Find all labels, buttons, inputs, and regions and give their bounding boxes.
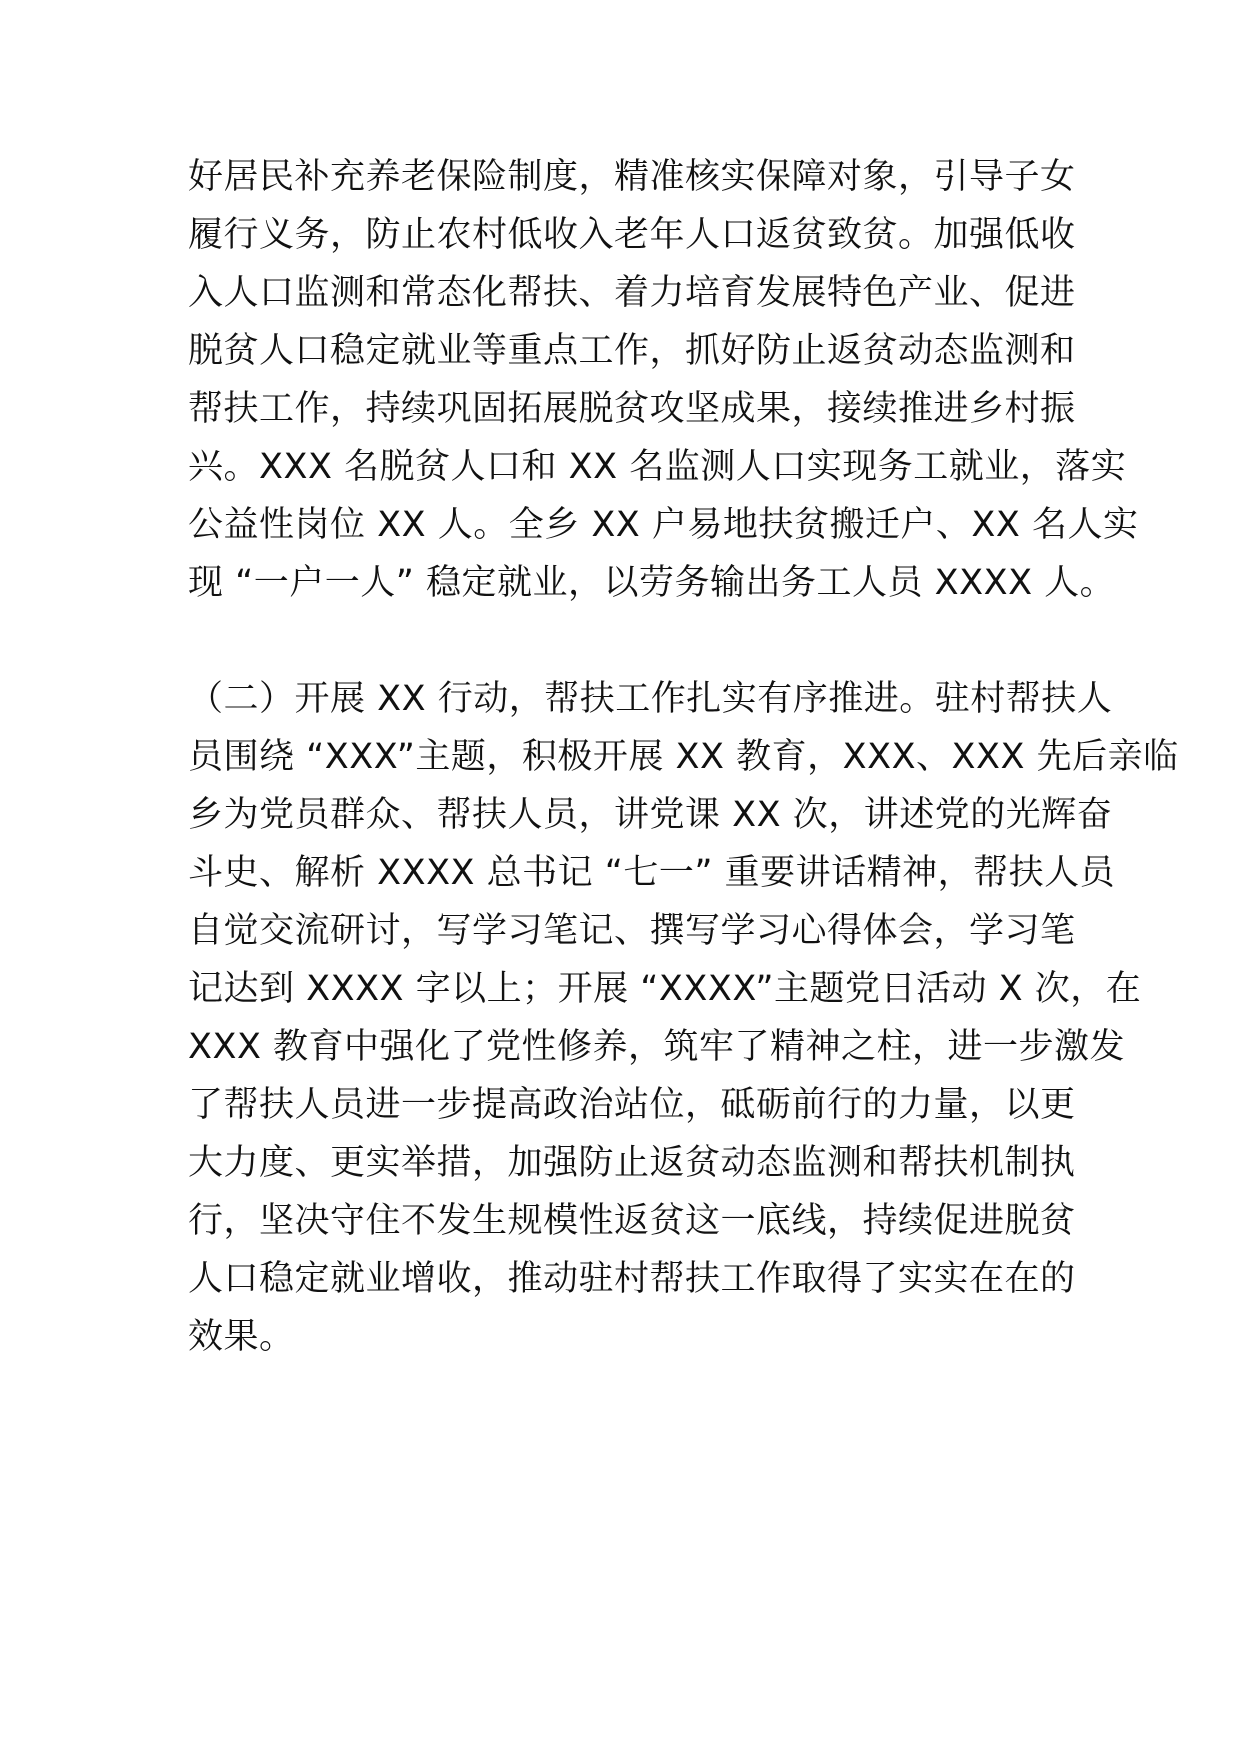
paragraph-1-line-3: 入人口监测和常态化帮扶、着力培育发展特色产业、促进 xyxy=(188,273,1076,313)
paragraph-2-line-5: 自觉交流研讨，写学习笔记、撰写学习心得体会，学习笔 xyxy=(188,911,1076,951)
paragraph-1-line-2: 履行义务，防止农村低收入老年人口返贫致贫。加强低收 xyxy=(188,215,1076,255)
paragraph-2-line-6: 记达到 XXXX 字以上；开展 “XXXX”主题党日活动 X 次，在 xyxy=(188,969,1142,1009)
paragraph-2-heading-line: （二）开展 XX 行动，帮扶工作扎实有序推进。驻村帮扶人 xyxy=(188,679,1113,719)
paragraph-1-line-1: 好居民补充养老保险制度，精准核实保障对象，引导子女 xyxy=(188,157,1076,197)
paragraph-2-line-8: 了帮扶人员进一步提高政治站位，砥砺前行的力量，以更 xyxy=(188,1085,1076,1125)
paragraph-2-line-3: 乡为党员群众、帮扶人员，讲党课 XX 次，讲述党的光辉奋 xyxy=(188,795,1113,835)
paragraph-2-line-7: XXX 教育中强化了党性修养，筑牢了精神之柱，进一步激发 xyxy=(188,1027,1126,1067)
paragraph-2-line-9: 大力度、更实举措，加强防止返贫动态监测和帮扶机制执 xyxy=(188,1143,1076,1183)
paragraph-1-line-6: 兴。XXX 名脱贫人口和 XX 名监测人口实现务工就业，落实 xyxy=(188,447,1127,487)
paragraph-1-line-5: 帮扶工作，持续巩固拓展脱贫攻坚成果，接续推进乡村振 xyxy=(188,389,1076,429)
paragraph-1-line-8: 现 “一户一人” 稳定就业，以劳务输出务工人员 XXXX 人。 xyxy=(188,563,1116,603)
paragraph-1-line-4: 脱贫人口稳定就业等重点工作，抓好防止返贫动态监测和 xyxy=(188,331,1076,371)
paragraph-2-line-2: 员围绕 “XXX”主题，积极开展 XX 教育，XXX、XXX 先后亲临 xyxy=(188,737,1179,777)
paragraph-2-line-12: 效果。 xyxy=(188,1317,295,1357)
paragraph-1-line-7: 公益性岗位 XX 人。全乡 XX 户易地扶贫搬迁户、XX 名人实 xyxy=(188,505,1139,545)
paragraph-2-line-4: 斗史、解析 XXXX 总书记 “七一” 重要讲话精神，帮扶人员 xyxy=(188,853,1116,893)
paragraph-2-line-10: 行，坚决守住不发生规模性返贫这一底线，持续促进脱贫 xyxy=(188,1201,1076,1241)
paragraph-2-line-11: 人口稳定就业增收，推动驻村帮扶工作取得了实实在在的 xyxy=(188,1259,1076,1299)
